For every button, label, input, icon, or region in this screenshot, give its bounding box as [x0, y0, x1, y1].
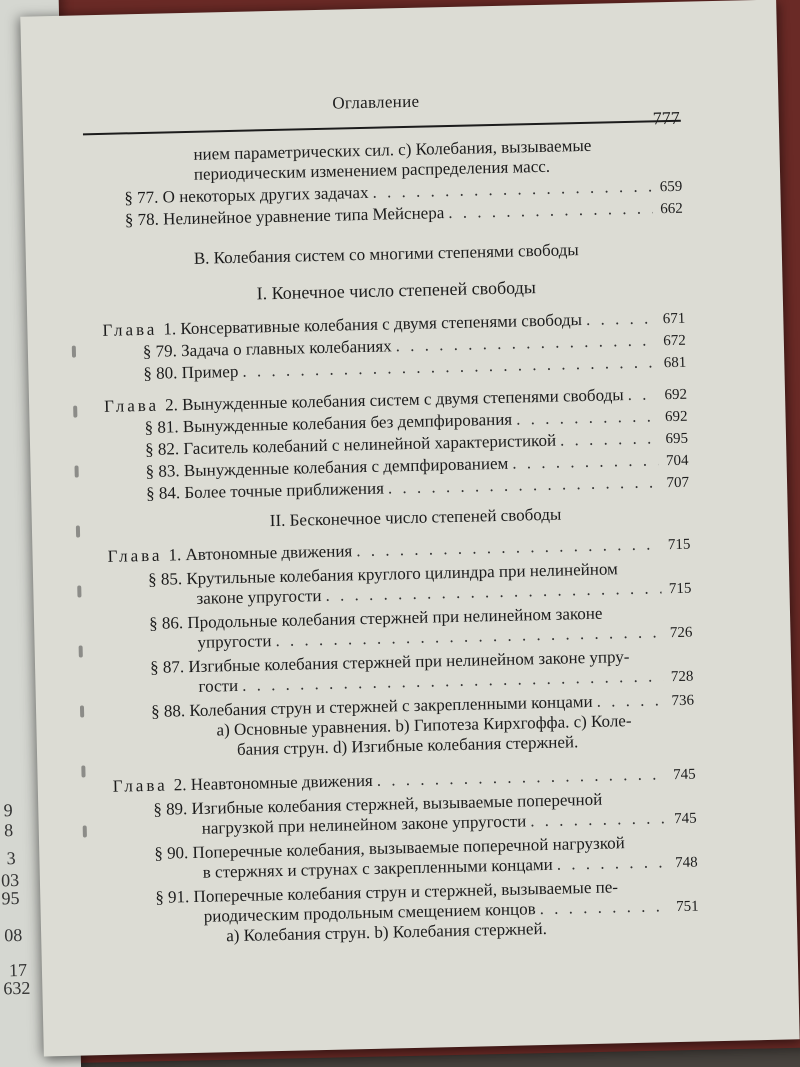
- chapter-page: 671: [662, 310, 686, 328]
- section-title: Вынужденные колебания с демпфированием: [183, 453, 509, 481]
- section-number: § 88.: [150, 701, 186, 721]
- section-number: § 78.: [124, 209, 160, 230]
- section-number: § 86.: [148, 613, 184, 633]
- leader-dots: [356, 534, 661, 561]
- subpart-heading: II. Бесконечное число степеней свободы: [269, 504, 562, 531]
- left-page-number: 03: [0, 869, 20, 891]
- section-page: 692: [664, 408, 688, 426]
- section-page: 736: [671, 692, 695, 710]
- section-page: 681: [663, 354, 687, 372]
- running-header: Оглавление: [332, 91, 420, 113]
- section-number: § 87.: [149, 657, 185, 677]
- chapter-title: Неавтономные движения: [190, 770, 373, 795]
- section-title: Нелинейное уравнение типа Мейснера: [162, 203, 445, 229]
- chapter-page: 715: [667, 536, 691, 554]
- section-number: § 77.: [124, 187, 159, 208]
- left-page-number: 9: [3, 800, 13, 821]
- binding-stitch: [81, 765, 85, 777]
- section-title: гости: [198, 675, 239, 696]
- leader-dots: [596, 690, 664, 712]
- binding-stitch: [80, 705, 84, 717]
- chapter-label: Глава: [112, 775, 168, 796]
- subpart-heading: I. Конечное число степеней свободы: [256, 277, 537, 304]
- binding-stitch: [74, 466, 78, 478]
- section-page: 715: [668, 580, 692, 598]
- binding-stitch: [72, 346, 76, 358]
- toc-entry-subitems: a) Основные уравнения. b) Гипотеза Кирхгоффа. c) Коле-: [216, 711, 632, 740]
- section-page: 662: [660, 200, 684, 218]
- toc-entry-subitems: бания струн. d) Изгибные колебания стержней.: [236, 732, 579, 759]
- section-title: О некоторых других задачах: [162, 182, 369, 207]
- left-page-number: 8: [3, 820, 14, 841]
- binding-stitch: [77, 585, 81, 597]
- section-number: § 85.: [147, 569, 183, 589]
- table-of-contents-page: [20, 0, 799, 1056]
- section-title: Задача о главных колебаниях: [180, 336, 392, 361]
- section-title: Продольные колебания стержней при нелинейном законе: [187, 603, 603, 633]
- section-title: нагрузкой при нелинейном законе упругости: [201, 811, 527, 838]
- section-page: 728: [670, 668, 694, 686]
- section-title: Колебания струн и стержней с закрепленными концами: [189, 691, 593, 721]
- section-page: 695: [665, 430, 689, 448]
- section-page: 748: [674, 854, 698, 872]
- leader-dots: [512, 450, 659, 473]
- section-number: § 90.: [154, 843, 189, 863]
- section-title: Вынужденные колебания без демпфирования: [182, 409, 513, 437]
- section-title: упругости: [197, 631, 272, 652]
- section-number: § 82.: [144, 439, 180, 459]
- chapter-number: 1.: [163, 319, 177, 339]
- left-page-number: 632: [3, 977, 31, 999]
- leader-dots: [530, 808, 667, 831]
- section-page: 745: [673, 810, 697, 828]
- chapter-title: Консервативные колебания с двумя степенями свободы: [180, 310, 583, 339]
- section-title: Поперечные колебания, вызываемые поперечной нагрузкой: [192, 833, 625, 863]
- leader-dots: [448, 198, 653, 223]
- section-page: 704: [665, 452, 689, 470]
- left-page-number: 3: [6, 848, 16, 869]
- section-title: Изгибные колебания стержней при нелинейном законе упру-: [188, 647, 630, 677]
- leader-dots: [539, 896, 668, 919]
- chapter-title: Автономные движения: [185, 541, 353, 565]
- left-page-number: 95: [1, 887, 20, 909]
- section-number: § 79.: [142, 341, 178, 362]
- chapter-number: 1.: [168, 545, 182, 565]
- leader-dots: [586, 308, 656, 330]
- binding-stitch: [83, 825, 87, 837]
- section-title: Изгибные колебания стержней, вызываемые поперечной: [191, 789, 603, 819]
- section-page: 726: [669, 624, 693, 642]
- section-title: риодическим продольным смещением концов: [203, 899, 536, 926]
- section-title: Гаситель колебаний с нелинейной характеристикой: [183, 430, 557, 459]
- section-title: Крутильные колебания круглого цилиндра при нелинейном: [186, 559, 618, 589]
- page-number: 777: [652, 107, 680, 129]
- toc-entry-subitems: a) Колебания струн. b) Колебания стержней.: [225, 919, 548, 946]
- left-page-number: 08: [4, 924, 23, 946]
- intro-line: нием параметрических сил. с) Колебания, вызываемые: [193, 135, 592, 164]
- section-number: § 91.: [155, 887, 190, 907]
- binding-stitch: [76, 525, 80, 537]
- chapter-number: 2.: [173, 775, 187, 795]
- chapter-label: Глава: [107, 545, 163, 566]
- section-page: 707: [666, 474, 690, 492]
- leader-dots: [377, 764, 666, 791]
- leader-dots: [516, 406, 658, 429]
- section-title: Поперечные колебания струн и стержней, вызываемые пе-: [193, 877, 619, 907]
- chapter-label: Глава: [103, 395, 160, 416]
- binding-stitch: [73, 406, 77, 418]
- section-number: § 80.: [143, 363, 178, 384]
- section-title: в стержнях и струнах с закрепленными концами: [202, 854, 554, 882]
- section-page: 659: [659, 178, 683, 196]
- chapter-page: 692: [664, 386, 688, 404]
- section-number: § 89.: [153, 799, 188, 819]
- section-page: 751: [675, 898, 699, 916]
- left-page-number: 17: [8, 959, 28, 981]
- section-title: Пример: [181, 361, 239, 383]
- section-number: § 81.: [144, 417, 179, 437]
- section-title: законе упругости: [196, 586, 322, 608]
- header-rule: [83, 120, 681, 136]
- leader-dots: [627, 384, 657, 405]
- part-heading: В. Колебания систем со многими степенями свободы: [193, 240, 579, 268]
- leader-dots: [557, 852, 668, 875]
- section-page: 672: [663, 332, 687, 350]
- intro-line: периодическим изменением распределения масс.: [193, 156, 551, 184]
- chapter-title: Вынужденные колебания систем с двумя степенями свободы: [181, 385, 624, 415]
- section-number: § 83.: [145, 461, 180, 481]
- section-title: Более точные приближения: [184, 478, 385, 503]
- binding-stitch: [79, 645, 83, 657]
- leader-dots: [560, 428, 658, 450]
- chapter-label: Глава: [102, 319, 158, 340]
- section-number: § 84.: [145, 483, 181, 503]
- chapter-number: 2.: [164, 395, 179, 415]
- chapter-page: 745: [672, 766, 696, 784]
